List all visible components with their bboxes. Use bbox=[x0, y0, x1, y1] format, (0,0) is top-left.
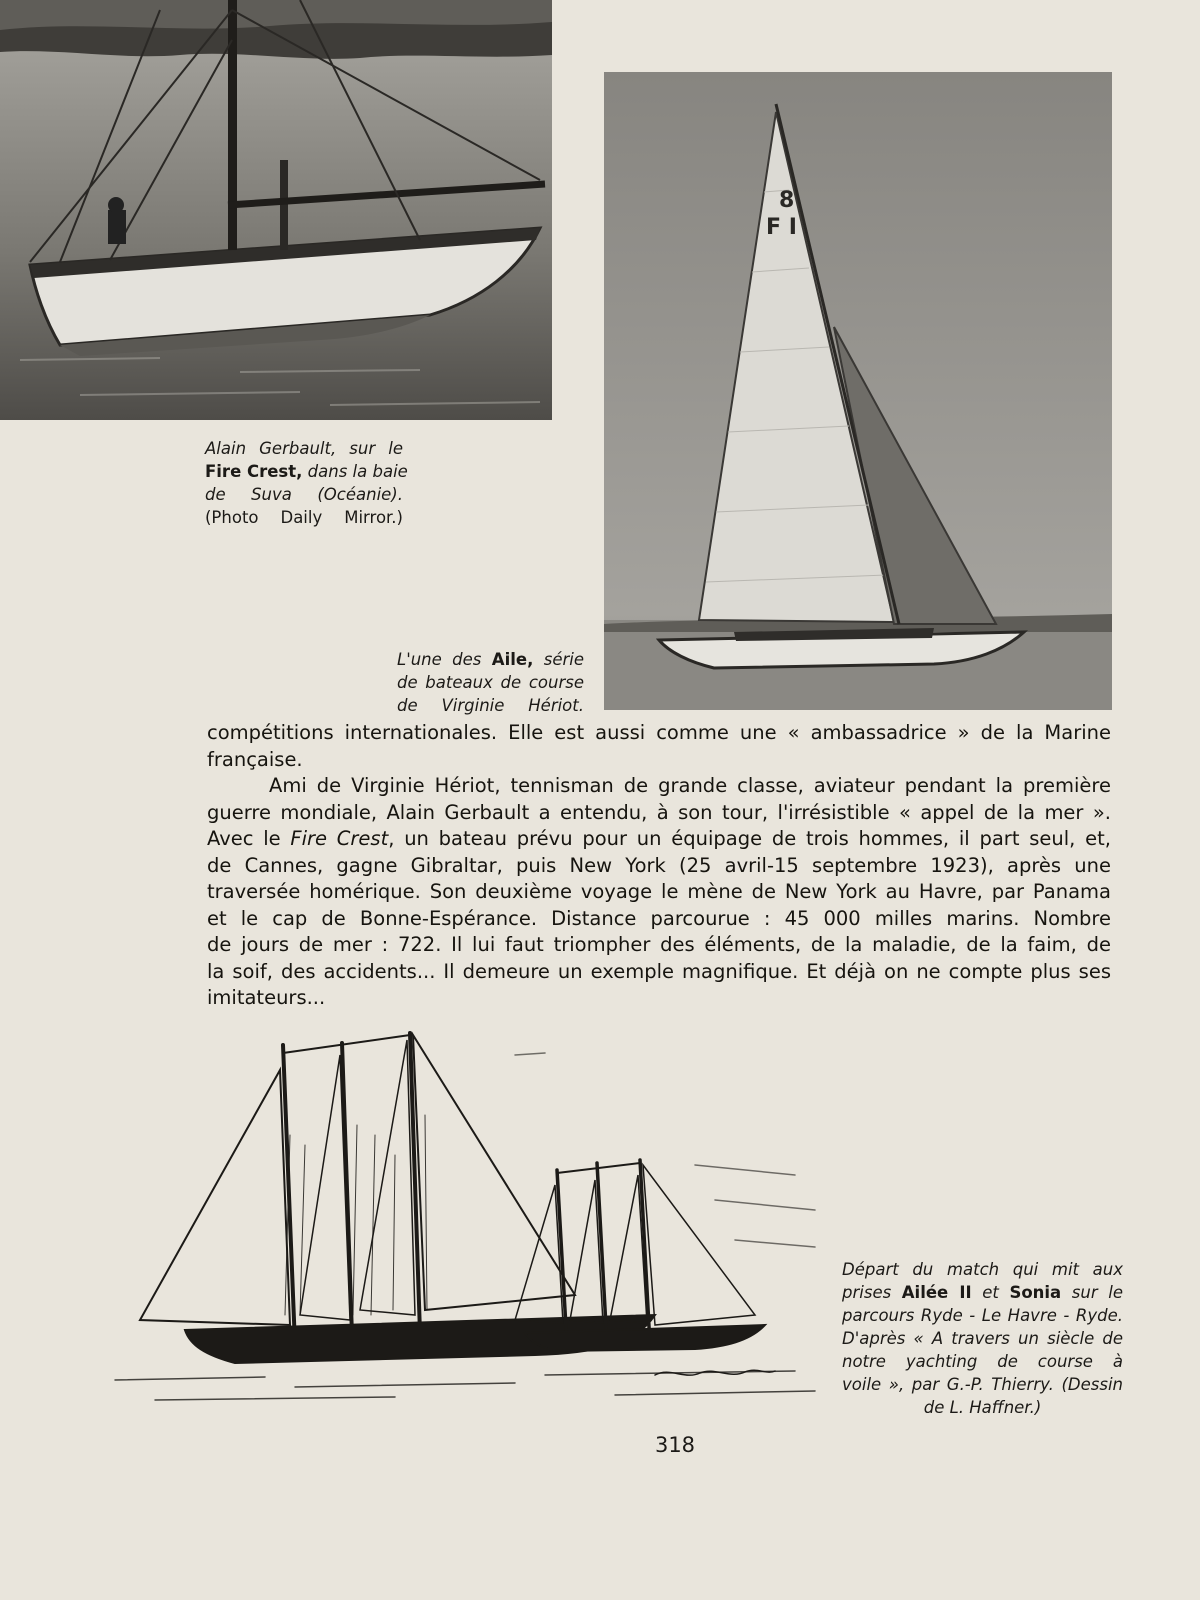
body-line-3: Ami de Virginie Hériot, tennisman de grande classe, aviateur pendant la première bbox=[269, 774, 1111, 797]
caption-aile-line-1-b: série bbox=[533, 650, 584, 669]
caption-drawing-line-3: parcours Ryde - Le Havre - Ryde. bbox=[842, 1306, 1123, 1325]
page-number: 318 bbox=[654, 1433, 696, 1457]
caption-fire-crest-line-2-rest: dans la baie bbox=[302, 462, 408, 481]
caption-fire-crest-line-3: de Suva (Océanie). bbox=[205, 485, 403, 504]
caption-aile-line-1-a: L'une des bbox=[397, 650, 492, 669]
caption-fire-crest-line-2 bbox=[205, 460, 408, 483]
body-line-7: traversée homérique. Son deuxième voyage le mène de New York au Havre, par Panama bbox=[207, 880, 1111, 903]
caption-drawing-line-7: de L. Haffner.) bbox=[923, 1398, 1042, 1417]
body-line-5-a: Avec le bbox=[207, 827, 291, 850]
caption-drawing-line-1: Départ du match qui mit aux bbox=[842, 1260, 1123, 1279]
caption-drawing-bold-ailee: Ailée II bbox=[901, 1283, 972, 1302]
caption-aile-bold-name: Aile, bbox=[491, 650, 534, 669]
caption-fire-crest-line-4: (Photo Daily Mirror.) bbox=[205, 508, 403, 527]
caption-fire-crest-line-1: Alain Gerbault, sur le bbox=[205, 439, 403, 458]
body-line-1: compétitions internationales. Elle est aussi comme une « ambassadrice » de la Marine bbox=[207, 721, 1111, 744]
caption-aile-line-1 bbox=[397, 648, 584, 671]
body-line-5-italic: Fire Crest bbox=[290, 827, 389, 850]
caption-fire-crest bbox=[205, 437, 408, 529]
photo-fire-crest bbox=[0, 0, 552, 420]
caption-drawing-line-2 bbox=[842, 1281, 1123, 1304]
body-line-5-b: , un bateau prévu pour un équipage de trois hommes, il part seul, et, bbox=[388, 827, 1111, 850]
caption-drawing-line-2-a: prises bbox=[842, 1283, 902, 1302]
caption-drawing-bold-sonia: Sonia bbox=[1009, 1283, 1062, 1302]
body-line-8: et le cap de Bonne-Espérance. Distance parcourue : 45 000 milles marins. Nombre bbox=[207, 906, 1111, 930]
caption-fire-crest-bold-name: Fire Crest, bbox=[205, 462, 303, 481]
body-line-10: la soif, des accidents... Il demeure un exemple magnifique. Et déjà on ne compte plus ses bbox=[207, 959, 1111, 983]
sail-marking-number: 8 bbox=[779, 188, 795, 213]
caption-drawing-line-6: voile », par G.-P. Thierry. (Dessin bbox=[842, 1375, 1123, 1394]
sail-marking-letters: F I bbox=[766, 215, 797, 240]
body-line-6: de Cannes, gagne Gibraltar, puis New York (25 avril-15 septembre 1923), après une bbox=[207, 853, 1111, 877]
caption-drawing-line-5: notre yachting de course à bbox=[842, 1352, 1123, 1371]
fire-crest-photo-graphic bbox=[0, 0, 552, 420]
photo-aile-sailboat bbox=[604, 72, 1112, 710]
caption-aile-line-2: de bateaux de course bbox=[397, 673, 584, 692]
caption-drawing-line-2-b: et bbox=[971, 1283, 1010, 1302]
caption-aile-line-3: de Virginie Hériot. bbox=[397, 696, 584, 715]
aile-sailboat-photo-graphic bbox=[604, 72, 1112, 710]
caption-drawing-line-2-c: sur le bbox=[1061, 1283, 1123, 1302]
caption-drawing bbox=[842, 1258, 1123, 1419]
body-line-4: guerre mondiale, Alain Gerbault a entendu, à son tour, l'irrésistible « appel de la mer ». bbox=[207, 800, 1111, 824]
body-line-9: de jours de mer : 722. Il lui faut triompher des éléments, de la maladie, de la faim, de bbox=[207, 933, 1111, 956]
caption-aile bbox=[397, 648, 584, 717]
schooners-drawing-graphic bbox=[95, 1015, 835, 1425]
body-line-11: imitateurs... bbox=[207, 986, 326, 1009]
body-text bbox=[207, 720, 1111, 1012]
body-line-2: française. bbox=[207, 747, 303, 771]
drawing-schooners bbox=[95, 1015, 835, 1425]
caption-drawing-line-4: D'après « A travers un siècle de bbox=[842, 1329, 1123, 1348]
body-line-5 bbox=[207, 826, 1111, 853]
